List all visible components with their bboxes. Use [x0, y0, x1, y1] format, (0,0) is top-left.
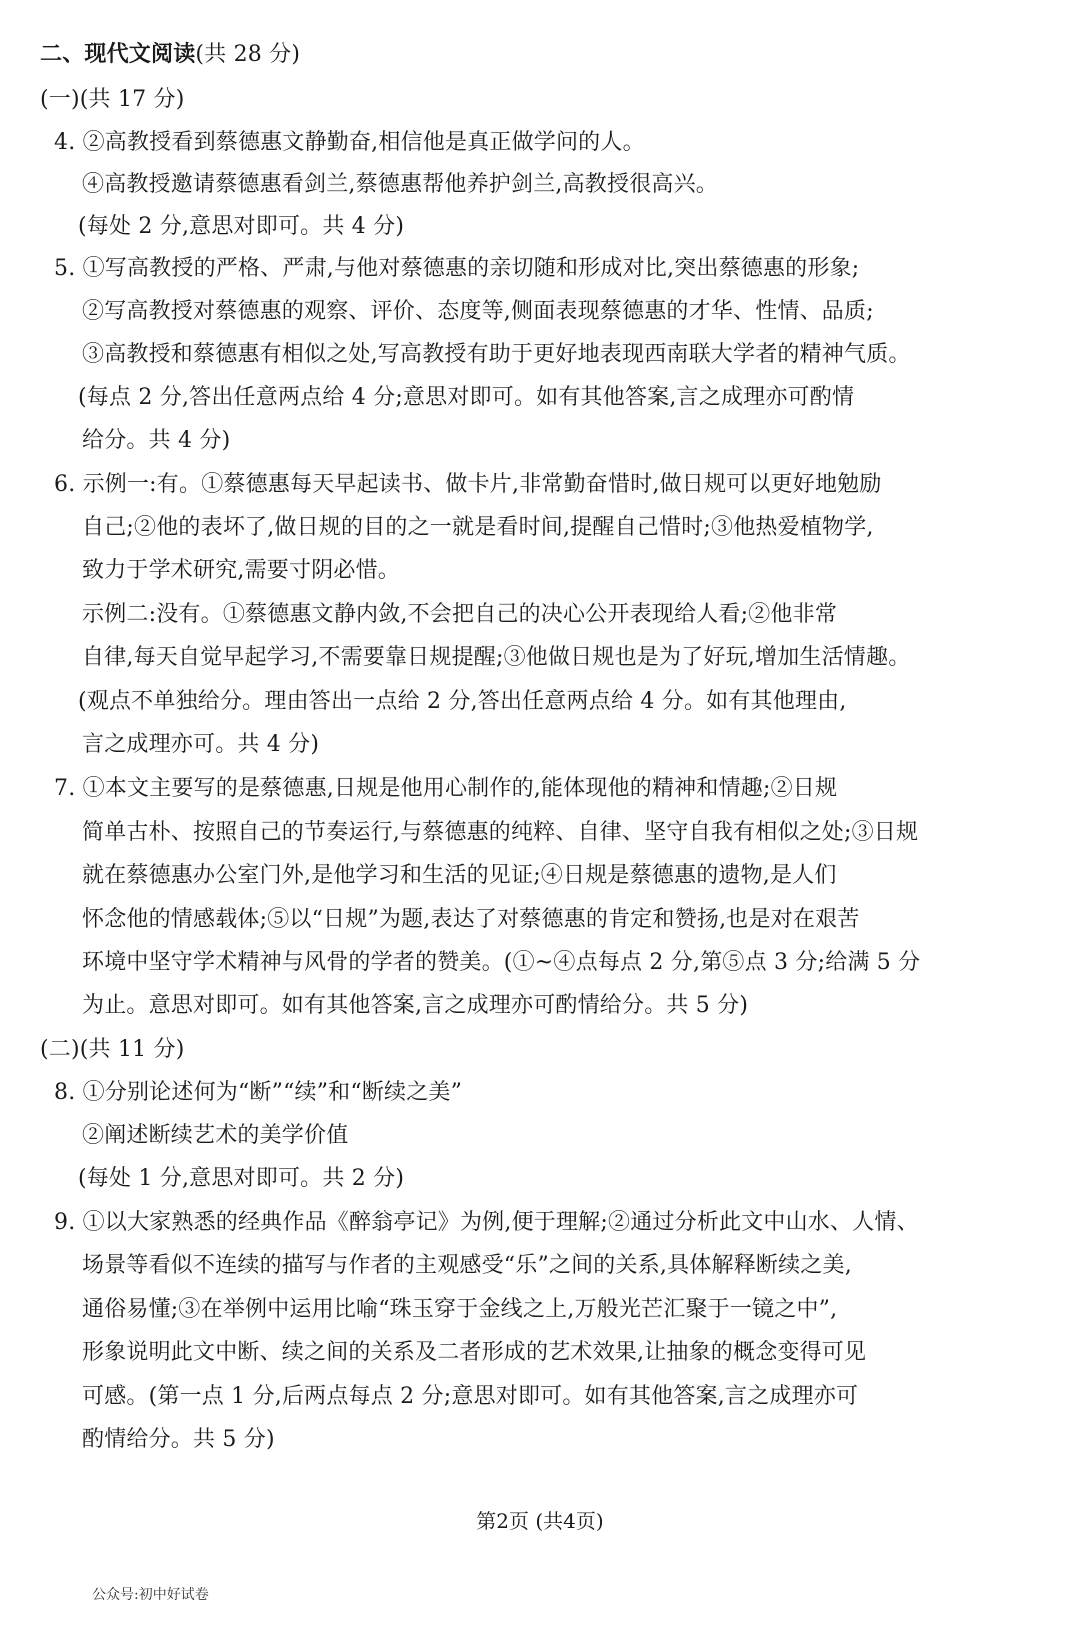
- q7-scoring-note: 为止。意思对即可。如有其他答案,言之成理亦可酌情给分。共 5 分): [82, 993, 749, 1018]
- q4-line: ④高教授邀请蔡德惠看剑兰,蔡德惠帮他养护剑兰,高教授很高兴。: [82, 172, 718, 197]
- q9-line: 9. ①以大家熟悉的经典作品《醉翁亭记》为例,便于理解;②通过分析此文中山水、人情、: [54, 1210, 919, 1235]
- q6-line: 自己;②他的表坏了,做日规的目的之一就是看时间,提醒自己惜时;③他热爱植物学,: [82, 515, 874, 540]
- q7-line: 7. ①本文主要写的是蔡德惠,日规是他用心制作的,能体现他的精神和情趣;②日规: [54, 776, 838, 801]
- part1-title: (一)(共 17 分): [40, 87, 185, 112]
- q6-line: 致力于学术研究,需要寸阴必惜。: [82, 558, 400, 583]
- section-heading: [40, 40, 300, 70]
- q6-line: 自律,每天自觉早起学习,不需要靠日规提醒;③他做日规也是为了好玩,增加生活情趣。: [82, 645, 911, 670]
- q9-scoring-note: 可感。(第一点 1 分,后两点每点 2 分;意思对即可。如有其他答案,言之成理亦可: [82, 1384, 859, 1409]
- q5-line: ③高教授和蔡德惠有相似之处,写高教授有助于更好地表现西南联大学者的精神气质。: [82, 342, 911, 367]
- page-number: 第2页 (共4页): [476, 1509, 604, 1533]
- part2-title: (二)(共 11 分): [40, 1037, 185, 1062]
- q9-scoring-note: 酌情给分。共 5 分): [82, 1427, 275, 1452]
- q5-scoring-note: 给分。共 4 分): [82, 428, 231, 453]
- q8-scoring-note: (每处 1 分,意思对即可。共 2 分): [78, 1166, 405, 1191]
- q7-line: 环境中坚守学术精神与风骨的学者的赞美。(①~④点每点 2 分,第⑤点 3 分;给满 5 分: [82, 950, 921, 975]
- watermark-text: 公众号:初中好试卷: [92, 1587, 209, 1603]
- q4-line: 4. ②高教授看到蔡德惠文静勤奋,相信他是真正做学问的人。: [54, 130, 645, 155]
- q5-line: 5. ①写高教授的严格、严肃,与他对蔡德惠的亲切随和形成对比,突出蔡德惠的形象;: [54, 256, 860, 281]
- q8-line: 8. ①分别论述何为“断”“续”和“断续之美”: [54, 1080, 463, 1105]
- q8-line: ②阐述断续艺术的美学价值: [82, 1123, 349, 1148]
- q9-line: 通俗易懂;③在举例中运用比喻“珠玉穿于金线之上,万般光芒汇聚于一镜之中”,: [82, 1297, 838, 1322]
- q9-line: 场景等看似不连续的描写与作者的主观感受“乐”之间的关系,具体解释断续之美,: [82, 1253, 852, 1278]
- q7-line: 简单古朴、按照自己的节奏运行,与蔡德惠的纯粹、自律、坚守自我有相似之处;③日规: [82, 820, 919, 845]
- q6-line: 示例二:没有。①蔡德惠文静内敛,不会把自己的决心公开表现给人看;②他非常: [82, 602, 838, 627]
- q6-scoring-note: (观点不单独给分。理由答出一点给 2 分,答出任意两点给 4 分。如有其他理由,: [78, 689, 847, 714]
- q6-line: 6. 示例一:有。①蔡德惠每天早起读书、做卡片,非常勤奋惜时,做日规可以更好地勉励: [54, 472, 882, 497]
- q7-line: 就在蔡德惠办公室门外,是他学习和生活的见证;④日规是蔡德惠的遗物,是人们: [82, 863, 837, 888]
- q5-line: ②写高教授对蔡德惠的观察、评价、态度等,侧面表现蔡德惠的才华、性情、品质;: [82, 299, 874, 324]
- section-title: 二、现代文阅读: [40, 42, 196, 67]
- q6-scoring-note: 言之成理亦可。共 4 分): [82, 732, 320, 757]
- section-points: (共 28 分): [195, 42, 301, 67]
- q7-line: 怀念他的情感载体;⑤以“日规”为题,表达了对蔡德惠的肯定和赞扬,也是对在艰苦: [82, 907, 860, 932]
- q9-line: 形象说明此文中断、续之间的关系及二者形成的艺术效果,让抽象的概念变得可见: [82, 1340, 867, 1365]
- q5-scoring-note: (每点 2 分,答出任意两点给 4 分;意思对即可。如有其他答案,言之成理亦可酌情: [78, 385, 855, 410]
- q4-scoring-note: (每处 2 分,意思对即可。共 4 分): [78, 214, 405, 239]
